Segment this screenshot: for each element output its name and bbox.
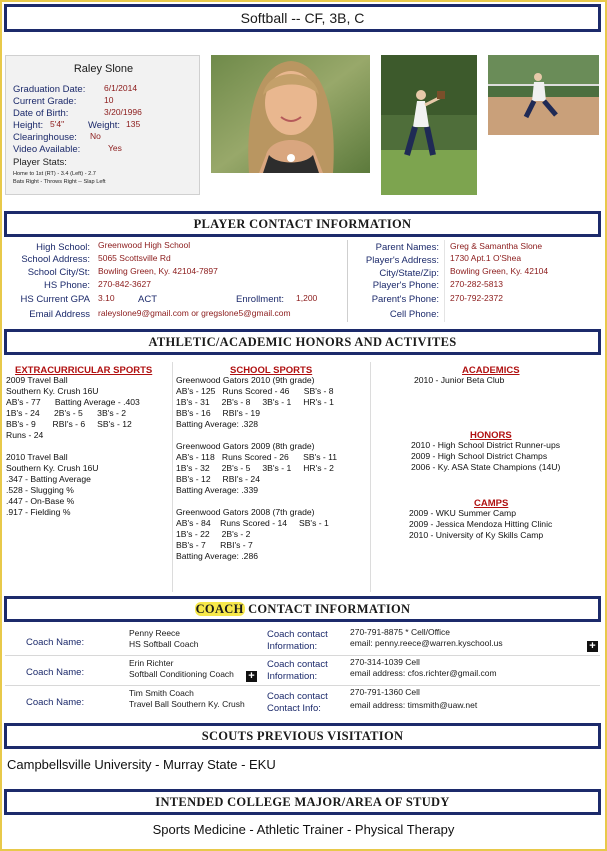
- extracurricular-heading: EXTRACURRICULAR SPORTS: [15, 365, 153, 376]
- major-header: [4, 789, 601, 815]
- coach-email[interactable]: email address: cfos.richter@gmail.com: [350, 668, 497, 678]
- dob-value: 3/20/1996: [104, 107, 142, 117]
- school-address-value: 5065 Scottsville Rd: [98, 253, 171, 263]
- cell-phone-label: Cell Phone:: [389, 309, 439, 320]
- page-title: Softball -- CF, 3B, C: [240, 10, 365, 26]
- coach-phone: 270-791-1360 Cell: [350, 687, 420, 697]
- parent-phone-label: Parent's Phone:: [371, 294, 439, 305]
- honors-divider-2: [370, 362, 371, 592]
- player-phone-value: 270-282-5813: [450, 279, 503, 289]
- player-address-label: Player's Address:: [365, 255, 439, 266]
- coach-role: Softball Conditioning Coach: [129, 669, 234, 679]
- coach-name: Tim Smith Coach: [129, 688, 194, 698]
- weight-value: 135: [126, 119, 141, 129]
- academics-heading: ACADEMICS: [462, 365, 520, 376]
- video-value: Yes: [108, 143, 122, 153]
- coach-name-label: Coach Name:: [26, 667, 85, 678]
- profile-card: [5, 55, 200, 195]
- school-sports-text: Greenwood Gators 2010 (9th grade) AB's - 125 Runs Scored - 46 SB's - 8 1B's - 31 2B's - 8 3B's - 1 HR's - 1 BB's - 16 RBI's - 19 Batting Average: .328 Greenwood Gators 2009 (8th grade) AB's - 118 Runs Scored - 26 SB's - 11 1B's - 32 2B's - 5 3B's - 1 HR's - 2 BB's - 12 RBI's - 24 Batting Average: .339 Greenwood Gators 2008 (7th grade) AB's - 84 Runs Scored - 14 SB's - 1 1B's - 22 2B's - 2 BB's - 7 RBI's - 7 Batting Average: .286: [176, 375, 338, 561]
- coach-contact-header: [4, 596, 601, 622]
- scouts-title: SCOUTS PREVIOUS VISITATION: [201, 729, 404, 743]
- coach-phone: 270-791-8875 * Cell/Office: [350, 627, 451, 637]
- stats-line-2: Bats Right - Throws Right -- Slap Left: [13, 179, 106, 185]
- school-address-label: School Address:: [21, 254, 90, 265]
- honors-header: [4, 329, 601, 355]
- parent-names-value: Greg & Samantha Slone: [450, 241, 543, 251]
- hs-value: Greenwood High School: [98, 240, 191, 250]
- major-text: Sports Medicine - Athletic Trainer - Physical Therapy: [152, 822, 455, 837]
- school-city-label: School City/St:: [27, 267, 90, 278]
- page-header: [4, 4, 601, 32]
- coach-name: Penny Reece: [129, 628, 181, 638]
- coach-row: [5, 686, 600, 715]
- player-name: Raley Slone: [73, 63, 134, 75]
- sliding-action-photo: [488, 55, 599, 135]
- expand-plus-icon[interactable]: +: [246, 671, 257, 682]
- hs-label: High School:: [36, 242, 90, 253]
- parent-names-label: Parent Names:: [375, 242, 439, 253]
- coach-row: [5, 626, 600, 656]
- player-portrait-photo: [211, 55, 370, 173]
- school-sports-heading: SCHOOL SPORTS: [230, 365, 313, 376]
- hs-phone-label: HS Phone:: [44, 280, 90, 291]
- coach-info-label-2: Information:: [267, 671, 318, 682]
- scouts-header: [4, 723, 601, 749]
- dob-label: Date of Birth:: [13, 108, 69, 119]
- act-label: ACT: [138, 294, 157, 305]
- player-phone-label: Player's Phone:: [372, 280, 439, 291]
- grade-label: Current Grade:: [13, 96, 77, 107]
- grad-value: 6/1/2014: [104, 83, 138, 93]
- coach-phone: 270-314-1039 Cell: [350, 657, 420, 667]
- major-title: INTENDED COLLEGE MAJOR/AREA OF STUDY: [155, 795, 450, 809]
- coach-role: HS Softball Coach: [129, 639, 199, 649]
- player-address-value: 1730 Apt.1 O'Shea: [450, 253, 522, 263]
- player-contact-title: PLAYER CONTACT INFORMATION: [193, 217, 412, 231]
- coach-info-label: Coach contact: [267, 629, 328, 640]
- height-label: Height:: [13, 120, 44, 131]
- coach-info-label-2: Contact Info:: [267, 703, 321, 714]
- parent-phone-value: 270-792-2372: [450, 293, 503, 303]
- school-city-value: Bowling Green, Ky. 42104-7897: [98, 266, 218, 276]
- coach-role: Travel Ball Southern Ky. Crush: [129, 699, 245, 709]
- scouts-text: Campbellsville University - Murray State - EKU: [7, 757, 276, 772]
- coach-info-label-2: Information:: [267, 641, 318, 652]
- stats-line-1: Home to 1st (RT) - 3.4 (Left) - 2.7: [13, 171, 96, 177]
- coach-info-label: Coach contact: [267, 691, 328, 702]
- expand-plus-icon[interactable]: +: [587, 641, 598, 652]
- camps-text: 2009 - WKU Summer Camp 2009 - Jessica Mendoza Hitting Clinic 2010 - University of Ky Skills Camp: [409, 508, 553, 540]
- coach-email[interactable]: email: penny.reece@warren.kyschool.us: [350, 638, 503, 648]
- enrollment-value: 1,200: [296, 293, 318, 303]
- honors-title: ATHLETIC/ACADEMIC HONORS AND ACTIVITES: [148, 335, 457, 349]
- clearinghouse-label: Clearinghouse:: [13, 132, 77, 143]
- gpa-value: 3.10: [98, 293, 115, 303]
- city-state-zip-label: City/State/Zip:: [379, 268, 439, 279]
- camps-heading: CAMPS: [474, 498, 509, 509]
- stats-label: Player Stats:: [13, 157, 67, 168]
- coach-name-label: Coach Name:: [26, 637, 85, 648]
- fielding-action-photo: [381, 55, 477, 195]
- contact-divider-2: [444, 240, 445, 322]
- weight-label: Weight:: [88, 120, 121, 131]
- coach-contact-title: [7, 599, 598, 619]
- gpa-label: HS Current GPA: [20, 294, 90, 305]
- coach-info-label: Coach contact: [267, 659, 328, 670]
- coach-row: [5, 656, 600, 686]
- grad-label: Graduation Date:: [13, 84, 86, 95]
- player-contact-header: [4, 211, 601, 237]
- video-label: Video Available:: [13, 144, 81, 155]
- clearinghouse-value: No: [90, 131, 101, 141]
- coach-title-rest: CONTACT INFORMATION: [244, 602, 411, 616]
- honors-divider-1: [172, 362, 173, 592]
- honors-subheading: HONORS: [470, 430, 512, 441]
- hs-phone-value: 270-842-3627: [98, 279, 151, 289]
- city-state-zip-value: Bowling Green, Ky. 42104: [450, 266, 549, 276]
- honors-text: 2010 - High School District Runner-ups 2009 - High School District Champs 2006 - Ky. ASA State Champions (14U): [411, 440, 561, 472]
- email-value[interactable]: raleyslone9@gmail.com or gregslone5@gmail.com: [98, 308, 291, 318]
- coach-name: Erin Richter: [129, 658, 174, 668]
- enrollment-label: Enrollment:: [236, 294, 285, 305]
- height-value: 5'4": [50, 119, 65, 129]
- coach-name-label: Coach Name:: [26, 697, 85, 708]
- coach-title-highlight: COACH: [195, 602, 244, 616]
- coach-email[interactable]: email address: timsmith@uaw.net: [350, 700, 478, 710]
- academics-text: 2010 - Junior Beta Club: [414, 375, 505, 385]
- email-label: Email Address: [29, 309, 90, 320]
- extracurricular-text: 2009 Travel Ball Southern Ky. Crush 16U AB's - 77 Batting Average - .403 1B's - 24 2B's - 5 3B's - 2 BB's - 9 RBI's - 6 SB's - 12 Runs - 24 2010 Travel Ball Southern Ky. Crush 16U .347 - Batting Average .528 - Slugging % .447 - On-Base % .917 - Fielding %: [6, 375, 140, 517]
- grade-value: 10: [104, 95, 114, 105]
